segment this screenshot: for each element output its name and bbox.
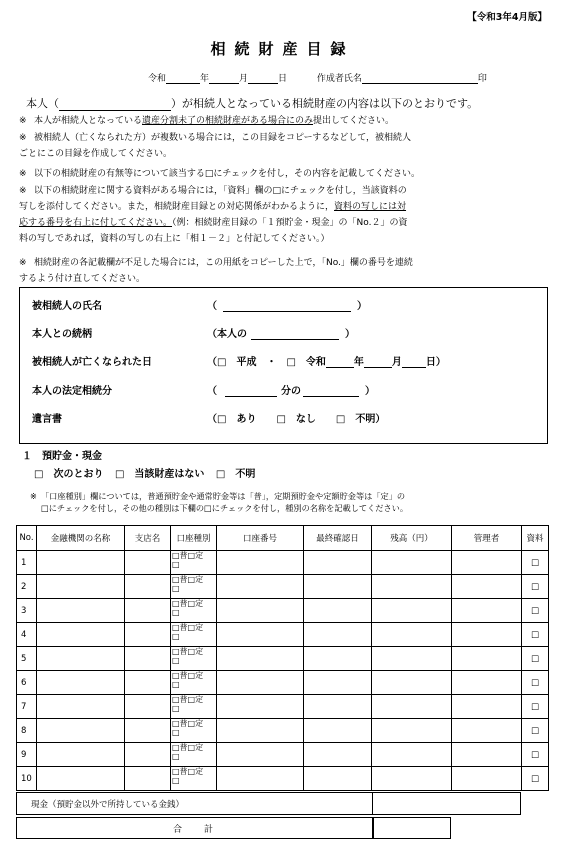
option-unknown[interactable]: □ 不明 — [215, 469, 256, 480]
share-numerator-field[interactable] — [303, 385, 359, 397]
era-label: 令和 — [148, 74, 167, 84]
note-mark: ※ — [19, 258, 27, 268]
account-kind-cell[interactable] — [171, 671, 217, 695]
month-field[interactable] — [209, 73, 239, 84]
branch-cell[interactable] — [125, 743, 171, 767]
bank-name-cell[interactable] — [37, 719, 125, 743]
will-label: 遺言書 — [32, 414, 62, 425]
branch-cell[interactable] — [125, 719, 171, 743]
note-text: 提出してください。 — [313, 116, 395, 126]
total-label: 合計 — [173, 825, 236, 835]
note-text: 料の写しであれば，資料の写しの右上に「相１－２」と付記してください。） — [19, 234, 330, 244]
bank-name-cell[interactable] — [37, 551, 125, 575]
account-number-cell[interactable] — [217, 647, 304, 671]
table-row — [17, 767, 549, 791]
row-number: 2 — [17, 575, 37, 599]
date-author-line — [148, 71, 487, 84]
bank-name-cell[interactable] — [37, 743, 125, 767]
materials-checkbox[interactable]: □ — [522, 575, 549, 599]
balance-cell[interactable] — [372, 575, 452, 599]
account-kind-cell[interactable] — [171, 743, 217, 767]
note-underlined: 遺産分割未了の相続財産がある場合にのみ — [142, 116, 314, 126]
kind-options[interactable]: □普□定 — [172, 575, 204, 584]
page-title: 相続財産目録 — [210, 40, 355, 58]
section-options — [34, 465, 263, 480]
account-kind-cell[interactable] — [171, 767, 217, 791]
seal-label: 印 — [477, 74, 487, 84]
balance-cell[interactable] — [372, 671, 452, 695]
branch-cell[interactable] — [125, 695, 171, 719]
materials-checkbox[interactable]: □ — [522, 767, 549, 791]
table-row — [17, 599, 549, 623]
kind-other[interactable]: □ — [172, 632, 180, 641]
last-confirmed-cell[interactable] — [304, 599, 372, 623]
kind-options[interactable]: □普□定 — [172, 551, 204, 560]
note-underlined: 資料の写しには対 — [334, 202, 407, 212]
relationship-field[interactable] — [251, 328, 339, 340]
last-confirmed-cell[interactable] — [304, 575, 372, 599]
account-number-cell[interactable] — [217, 671, 304, 695]
option-as-follows[interactable]: □ 次のとおり — [34, 469, 104, 480]
branch-cell[interactable] — [125, 767, 171, 791]
kind-other[interactable]: □ — [172, 728, 180, 737]
decedent-name-value — [207, 297, 367, 312]
bank-name-cell[interactable] — [37, 647, 125, 671]
note-5 — [19, 255, 547, 287]
total-divider — [372, 817, 374, 839]
decedent-name-field[interactable] — [223, 300, 351, 312]
materials-checkbox[interactable]: □ — [522, 719, 549, 743]
year-field[interactable] — [166, 73, 200, 84]
manager-cell[interactable] — [452, 671, 522, 695]
last-confirmed-cell[interactable] — [304, 719, 372, 743]
row-number: 7 — [17, 695, 37, 719]
kind-other[interactable]: □ — [172, 608, 180, 617]
table-row — [17, 719, 549, 743]
kind-options[interactable]: □普□定 — [172, 623, 204, 632]
year-label: 年 — [200, 74, 210, 84]
paren-close: ） — [357, 301, 367, 312]
section-note-line: ※ 「口座種別」欄については，普通預貯金や通常貯金等は「普」，定期預貯金や定額貯金等は「定」の — [30, 491, 406, 501]
kind-other[interactable]: □ — [172, 560, 180, 569]
kind-options[interactable]: □普□定 — [172, 695, 204, 704]
col-materials: 資料 — [522, 526, 549, 551]
col-branch: 支店名 — [125, 526, 171, 551]
edition-label: 【令和3年4月版】 — [467, 12, 547, 23]
intro-suffix: ）が相続人となっている相続財産の内容は以下のとおりです。 — [171, 97, 479, 110]
materials-checkbox[interactable]: □ — [522, 599, 549, 623]
decedent-name-label: 被相続人の氏名 — [32, 301, 102, 312]
account-kind-cell[interactable] — [171, 647, 217, 671]
paren-open: （ — [207, 301, 217, 312]
account-number-cell[interactable] — [217, 743, 304, 767]
manager-cell[interactable] — [452, 647, 522, 671]
col-bank-name: 金融機関の名称 — [37, 526, 125, 551]
kind-options[interactable]: □普□定 — [172, 671, 204, 680]
branch-cell[interactable] — [125, 623, 171, 647]
account-number-cell[interactable] — [217, 599, 304, 623]
balance-cell[interactable] — [372, 695, 452, 719]
relationship-value — [207, 325, 355, 340]
note-text: 以下の相続財産に関する資料がある場合には，「資料」欄の□にチェックを付し，当該資料の — [34, 186, 407, 196]
bank-name-cell[interactable] — [37, 695, 125, 719]
share-mid-label: 分の — [281, 386, 301, 397]
legal-share-value — [207, 382, 375, 397]
era-options: （□ 平成 ・ □ 令和 — [207, 357, 326, 368]
note-mark: ※ — [19, 116, 27, 126]
kind-options[interactable]: □普□定 — [172, 647, 204, 656]
intro-prefix: 本人（ — [26, 97, 59, 110]
month-label: 月 — [391, 357, 402, 368]
account-kind-cell[interactable] — [171, 575, 217, 599]
materials-checkbox[interactable]: □ — [522, 671, 549, 695]
kind-options[interactable]: □普□定 — [172, 599, 204, 608]
branch-cell[interactable] — [125, 599, 171, 623]
paren-open: （ — [207, 386, 217, 397]
date-of-death-value — [207, 353, 446, 368]
note-text: 本人が相続人となっている — [34, 116, 143, 126]
section-title: １ 預貯金・現金 — [22, 451, 102, 462]
bank-name-cell[interactable] — [37, 623, 125, 647]
last-confirmed-cell[interactable] — [304, 551, 372, 575]
row-number: 9 — [17, 743, 37, 767]
row-number: 5 — [17, 647, 37, 671]
kind-other[interactable]: □ — [172, 656, 180, 665]
kind-options[interactable]: □普□定 — [172, 719, 204, 728]
cash-divider — [372, 793, 373, 814]
balance-cell[interactable] — [372, 623, 452, 647]
last-confirmed-cell[interactable] — [304, 743, 372, 767]
last-confirmed-cell[interactable] — [304, 623, 372, 647]
last-confirmed-cell[interactable] — [304, 695, 372, 719]
branch-cell[interactable] — [125, 575, 171, 599]
intro-sentence — [26, 95, 478, 111]
paren-close: ） — [345, 329, 355, 340]
manager-cell[interactable] — [452, 551, 522, 575]
branch-cell[interactable] — [125, 671, 171, 695]
branch-cell[interactable] — [125, 647, 171, 671]
balance-cell[interactable] — [372, 719, 452, 743]
bank-name-cell[interactable] — [37, 599, 125, 623]
table-row — [17, 743, 549, 767]
manager-cell[interactable] — [452, 743, 522, 767]
option-none[interactable]: □ 当該財産はない — [114, 469, 205, 480]
note-underlined: 応する番号を右上に付してください。 — [19, 218, 173, 228]
note-text: 被相続人（亡くなられた方）が複数いる場合には，この目録をコピーするなどして，被相続人 — [34, 133, 412, 143]
last-confirmed-cell[interactable] — [304, 767, 372, 791]
paren-close: ） — [365, 386, 375, 397]
note-text: ごとにこの目録を作成してください。 — [19, 149, 173, 159]
materials-checkbox[interactable]: □ — [522, 743, 549, 767]
note-text: するよう付け直してください。 — [19, 274, 146, 284]
kind-other[interactable]: □ — [172, 584, 180, 593]
row-number: 8 — [17, 719, 37, 743]
day-field[interactable] — [248, 73, 278, 84]
col-no: No. — [17, 526, 37, 551]
note-1 — [19, 113, 547, 129]
materials-checkbox[interactable]: □ — [522, 623, 549, 647]
day-label: 日 — [278, 74, 288, 84]
principal-name-field[interactable] — [59, 98, 171, 111]
section-note-line: □にチェックを付し，その他の種別は下欄の□にチェックを付し，種別の名称を記載してください。 — [41, 503, 409, 513]
col-account-kind: 口座種別 — [171, 526, 217, 551]
decedent-info-box — [19, 287, 548, 444]
col-account-number: 口座番号 — [217, 526, 304, 551]
account-number-cell[interactable] — [217, 575, 304, 599]
note-mark: ※ — [19, 186, 27, 196]
account-kind-cell[interactable] — [171, 551, 217, 575]
manager-cell[interactable] — [452, 695, 522, 719]
manager-cell[interactable] — [452, 767, 522, 791]
manager-cell[interactable] — [452, 719, 522, 743]
author-label: 作成者氏名 — [316, 74, 362, 84]
manager-cell[interactable] — [452, 623, 522, 647]
section-note — [30, 490, 540, 514]
last-confirmed-cell[interactable] — [304, 671, 372, 695]
col-balance: 残高（円） — [372, 526, 452, 551]
account-number-cell[interactable] — [217, 551, 304, 575]
date-of-death-label: 被相続人が亡くなられた日 — [32, 357, 152, 368]
note-text: 以下の相続財産の有無等について該当する□にチェックを付し，その内容を記載してください。 — [34, 169, 421, 179]
kind-other[interactable]: □ — [172, 704, 180, 713]
author-field[interactable] — [362, 73, 478, 84]
death-day-field[interactable] — [402, 356, 426, 368]
total-row — [16, 817, 451, 839]
note-3 — [19, 166, 547, 182]
kind-options[interactable]: □普□定 — [172, 743, 204, 752]
day-label: 日） — [425, 357, 446, 368]
materials-checkbox[interactable]: □ — [522, 647, 549, 671]
balance-cell[interactable] — [372, 551, 452, 575]
legal-share-label: 本人の法定相続分 — [32, 386, 112, 397]
balance-cell[interactable] — [372, 647, 452, 671]
death-year-field[interactable] — [326, 356, 354, 368]
bank-name-cell[interactable] — [37, 671, 125, 695]
kind-other[interactable]: □ — [172, 776, 180, 785]
note-text: 写しを添付してください。また，相続財産目録との対応関係がわかるように， — [19, 202, 335, 212]
relationship-label: 本人との続柄 — [32, 329, 92, 340]
bank-name-cell[interactable] — [37, 575, 125, 599]
table-row — [17, 671, 549, 695]
row-number: 4 — [17, 623, 37, 647]
balance-cell[interactable] — [372, 599, 452, 623]
table-row — [17, 551, 549, 575]
table-row — [17, 647, 549, 671]
row-number: 10 — [17, 767, 37, 791]
row-number: 1 — [17, 551, 37, 575]
kind-other[interactable]: □ — [172, 680, 180, 689]
share-denominator-field[interactable] — [225, 385, 277, 397]
table-row — [17, 695, 549, 719]
account-kind-cell[interactable] — [171, 719, 217, 743]
account-kind-cell[interactable] — [171, 599, 217, 623]
table-row — [17, 623, 549, 647]
month-label: 月 — [239, 74, 249, 84]
cash-row — [16, 792, 521, 815]
materials-checkbox[interactable]: □ — [522, 695, 549, 719]
note-mark: ※ — [19, 133, 27, 143]
deposit-table — [16, 525, 549, 791]
account-kind-cell[interactable] — [171, 695, 217, 719]
note-text: 相続財産の各記載欄が不足した場合には，この用紙をコピーした上で，「No.」欄の番号を連続 — [34, 258, 413, 268]
death-month-field[interactable] — [364, 356, 392, 368]
branch-cell[interactable] — [125, 551, 171, 575]
materials-checkbox[interactable]: □ — [522, 551, 549, 575]
account-number-cell[interactable] — [217, 695, 304, 719]
kind-other[interactable]: □ — [172, 752, 180, 761]
balance-cell[interactable] — [372, 743, 452, 767]
col-manager: 管理者 — [452, 526, 522, 551]
table-row — [17, 575, 549, 599]
row-number: 6 — [17, 671, 37, 695]
last-confirmed-cell[interactable] — [304, 647, 372, 671]
paren-open: （本人の — [207, 329, 247, 340]
account-number-cell[interactable] — [217, 623, 304, 647]
col-last-confirmed: 最終確認日 — [304, 526, 372, 551]
note-4 — [19, 183, 547, 247]
manager-cell[interactable] — [452, 599, 522, 623]
balance-cell[interactable] — [372, 767, 452, 791]
note-mark: ※ — [19, 169, 27, 179]
account-number-cell[interactable] — [217, 767, 304, 791]
manager-cell[interactable] — [452, 575, 522, 599]
note-2 — [19, 130, 547, 162]
will-options[interactable]: （□ あり □ なし □ 不明） — [207, 414, 386, 425]
table-header-row — [17, 526, 549, 551]
note-text: （例：相続財産目録の「１預貯金・現金」の「No.２」の資 — [172, 218, 408, 228]
account-kind-cell[interactable] — [171, 623, 217, 647]
row-number: 3 — [17, 599, 37, 623]
year-label: 年 — [353, 357, 364, 368]
kind-options[interactable]: □普□定 — [172, 767, 204, 776]
cash-label: 現金（預貯金以外で所持している金銭） — [31, 800, 185, 810]
bank-name-cell[interactable] — [37, 767, 125, 791]
account-number-cell[interactable] — [217, 719, 304, 743]
